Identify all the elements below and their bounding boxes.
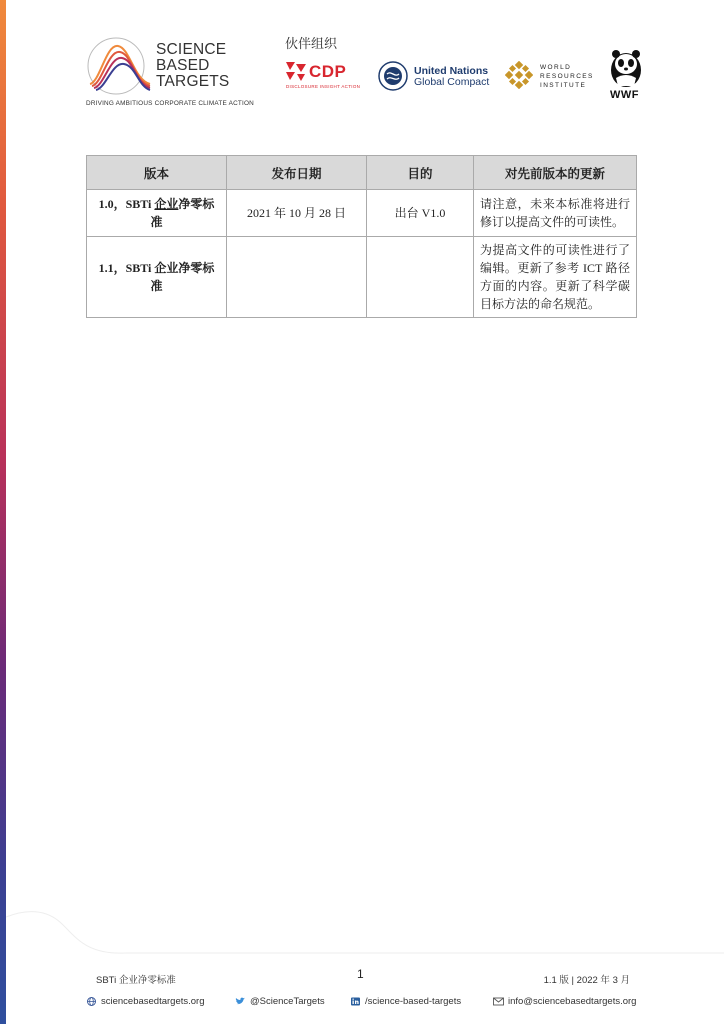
footer-version: 1.1 版 | 2022 年 3 月 [543, 975, 630, 986]
panda-icon [608, 48, 644, 88]
linkedin-path[interactable]: /science-based-targets [365, 996, 462, 1007]
cdp-name: CDP [309, 62, 347, 81]
footer-doc-title: SBTi 企业净零标准 [96, 975, 176, 986]
globe-icon [86, 997, 97, 1006]
footer-email[interactable] [493, 996, 636, 1007]
cdp-sub: DISCLOSURE INSIGHT ACTION [286, 84, 361, 89]
wri-line1: WORLD [540, 64, 572, 71]
wri-line2: RESOURCES [540, 73, 594, 80]
col-header-version: 版本 [87, 156, 227, 190]
update-cell: 请注意，未来本标准将进行修订以提高文件的可读性。 [474, 190, 637, 237]
wwf-name: WWF [610, 89, 639, 101]
ungc-name-line2: Global Compact [414, 76, 490, 88]
ungc-name-line1: United Nations [414, 65, 489, 77]
email-address[interactable]: info@sciencebasedtargets.org [508, 996, 637, 1007]
page-number: 1 [357, 967, 364, 981]
side-gradient-bar [0, 0, 6, 1024]
date-cell [227, 237, 367, 318]
purpose-cell [367, 237, 474, 318]
table-row [87, 190, 637, 237]
un-globe-icon [377, 60, 409, 92]
sbt-logo [84, 34, 254, 112]
sbt-logo-mark-icon [84, 34, 154, 98]
col-header-updates: 对先前版本的更新 [474, 156, 637, 190]
envelope-icon [493, 997, 504, 1006]
purpose-cell: 出台 V1.0 [367, 190, 474, 237]
footer-linkedin[interactable] [350, 996, 461, 1007]
wri-mark-icon [505, 61, 533, 89]
logo-tagline: DRIVING AMBITIOUS CORPORATE CLIMATE ACTION [86, 100, 254, 107]
footer-wave-decoration [6, 905, 724, 965]
logo-word-targets: TARGETS [156, 73, 230, 90]
footer-website[interactable] [86, 996, 205, 1007]
version-cell: 1.1，SBTi 企业净零标准 [87, 237, 227, 318]
version-cell: 1.0，SBTi 企业净零标准 [87, 190, 227, 237]
col-header-date: 发布日期 [227, 156, 367, 190]
partners-label: 伙伴组织 [285, 36, 338, 51]
version-history-table [86, 155, 637, 318]
footer-twitter[interactable] [235, 996, 325, 1007]
wri-line3: INSTITUTE [540, 82, 587, 89]
table-header-row [87, 156, 637, 190]
logo-word-science: SCIENCE [156, 41, 227, 58]
linkedin-icon [350, 997, 361, 1006]
website-link[interactable]: sciencebasedtargets.org [101, 996, 205, 1007]
update-cell: 为提高文件的可读性进行了编辑。更新了参考 ICT 路径方面的内容。更新了科学碳目标方法的命名规范。 [474, 237, 637, 318]
twitter-handle[interactable]: @ScienceTargets [250, 996, 325, 1007]
col-header-purpose: 目的 [367, 156, 474, 190]
logo-word-based: BASED [156, 57, 210, 74]
cdp-mark-icon [284, 60, 308, 82]
table-row [87, 237, 637, 318]
twitter-icon [235, 997, 246, 1006]
date-cell: 2021 年 10 月 28 日 [227, 190, 367, 237]
